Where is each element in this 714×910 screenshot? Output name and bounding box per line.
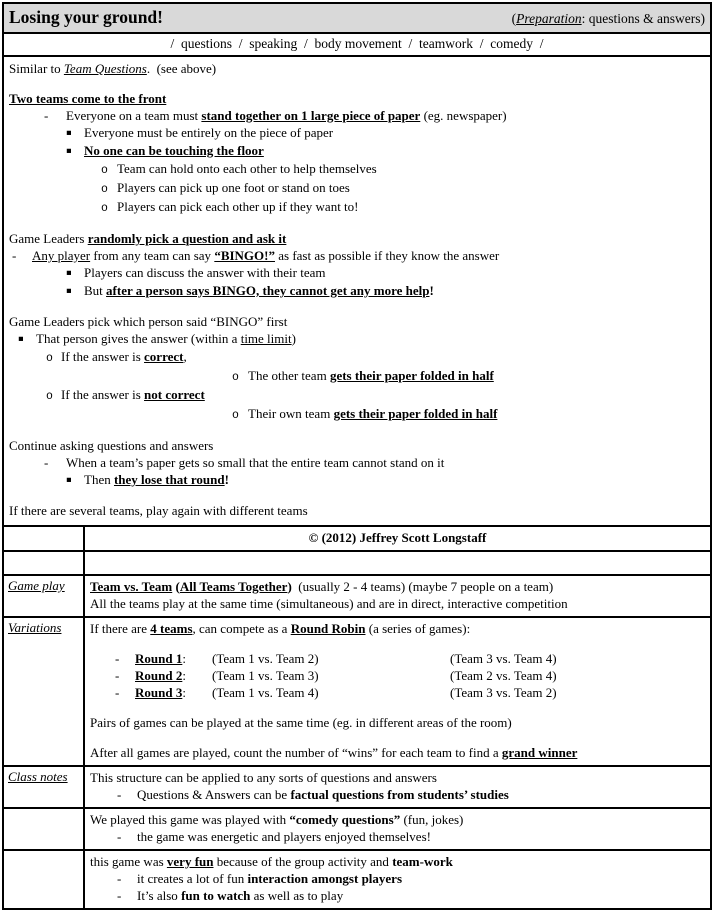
comedy-notes-row <box>85 807 710 849</box>
game-play-row <box>85 574 710 616</box>
section-label <box>4 807 85 849</box>
text-line: After all games are played, count the number of “wins” for each team to find a grand winner <box>90 745 578 760</box>
page-title: Losing your ground! <box>9 7 163 27</box>
text-line: - Round 1: (Team 1 vs. Team 2) (Team 3 vs. Team 4) <box>115 651 557 666</box>
text-line: All the teams play at the same time (simultaneous) and are in direct, interactive competition <box>90 596 568 611</box>
text-line: We played this game was played with “comedy questions” (fun, jokes) <box>90 812 464 827</box>
text-line: - When a team’s paper gets so small that the entire team cannot stand on it <box>44 455 445 470</box>
section-label <box>4 550 85 574</box>
text-line: - Round 2: (Team 1 vs. Team 3) (Team 2 vs. Team 4) <box>115 668 557 683</box>
text-line: ▪ That person gives the answer (within a time limit) <box>18 331 296 346</box>
text-line: - it creates a lot of fun interaction amongst players <box>117 871 403 886</box>
text-line: Pairs of games can be played at the same time (eg. in different areas of the room) <box>90 715 512 730</box>
section-label <box>4 616 85 765</box>
header-bar <box>4 4 710 34</box>
section-label-text: Variations <box>8 620 62 635</box>
text-line: This structure can be applied to any sorts of questions and answers <box>90 770 437 785</box>
text-line: Game Leaders randomly pick a question and ask it <box>9 231 287 246</box>
class-notes-row <box>85 765 710 807</box>
text-line: Similar to Team Questions. (see above) <box>9 61 217 76</box>
text-line: o Team can hold onto each other to help themselves <box>101 161 377 177</box>
category-tags-line: / questions / speaking / body movement / teamwork / comedy / <box>4 34 710 57</box>
instructions-body <box>4 57 710 527</box>
text-line: Team vs. Team (All Teams Together) (usually 2 - 4 teams) (maybe 7 people on a team) <box>90 579 554 594</box>
copyright-row <box>85 527 710 550</box>
text-line: ▪ No one can be touching the floor <box>66 143 264 158</box>
spacer-row <box>85 550 710 574</box>
text-line: Continue asking questions and answers <box>9 438 214 453</box>
text-line: © (2012) Jeffrey Scott Longstaff <box>308 530 487 545</box>
variations-row <box>85 616 710 765</box>
text-line: o Players can pick up one foot or stand on toes <box>101 180 350 196</box>
text-line: ▪ Everyone must be entirely on the piece of paper <box>66 125 334 140</box>
preparation-suffix: : questions & answers) <box>581 11 705 26</box>
text-line: o The other team gets their paper folded in half <box>232 368 494 384</box>
text-line: - Any player from any team can say “BINGO!” as fast as possible if they know the answer <box>12 248 500 263</box>
preparation-note <box>512 11 705 27</box>
section-label-text: Class notes <box>8 769 68 784</box>
text-line: ▪ Then they lose that round! <box>66 472 229 487</box>
preparation-prefix: ( <box>511 11 517 26</box>
text-line: o Players can pick each other up if they want to! <box>101 199 359 215</box>
text-line: o If the answer is not correct <box>46 387 205 403</box>
text-line: If there are 4 teams, can compete as a Round Robin (a series of games): <box>90 621 471 636</box>
text-line: - the game was energetic and players enjoyed themselves! <box>117 829 431 844</box>
text-line: o Their own team gets their paper folded in half <box>232 406 498 422</box>
text-line: - It’s also fun to watch as well as to play <box>117 888 344 903</box>
text-line: Game Leaders pick which person said “BINGO” first <box>9 314 288 329</box>
text-line: - Round 3: (Team 1 vs. Team 4) (Team 3 vs. Team 2) <box>115 685 557 700</box>
section-label <box>4 765 85 807</box>
text-line: If there are several teams, play again with different teams <box>9 503 308 518</box>
text-line: - Everyone on a team must stand together on 1 large piece of paper (eg. newspaper) <box>44 108 507 123</box>
text-line: - Questions & Answers can be factual questions from students’ studies <box>117 787 509 802</box>
text-line: this game was very fun because of the group activity and team-work <box>90 854 453 869</box>
text-line: o If the answer is correct, <box>46 349 187 365</box>
text-line: Two teams come to the front <box>9 91 167 106</box>
text-line: ▪ But after a person says BINGO, they cannot get any more help! <box>66 283 434 298</box>
notes-table <box>4 527 710 908</box>
game-instruction-sheet <box>2 2 712 910</box>
section-label <box>4 527 85 550</box>
section-label <box>4 849 85 908</box>
section-label-text: Game play <box>8 578 65 593</box>
section-label <box>4 574 85 616</box>
fun-notes-row <box>85 849 710 908</box>
preparation-label: Preparation <box>516 11 582 26</box>
text-line: ▪ Players can discuss the answer with their team <box>66 265 326 280</box>
